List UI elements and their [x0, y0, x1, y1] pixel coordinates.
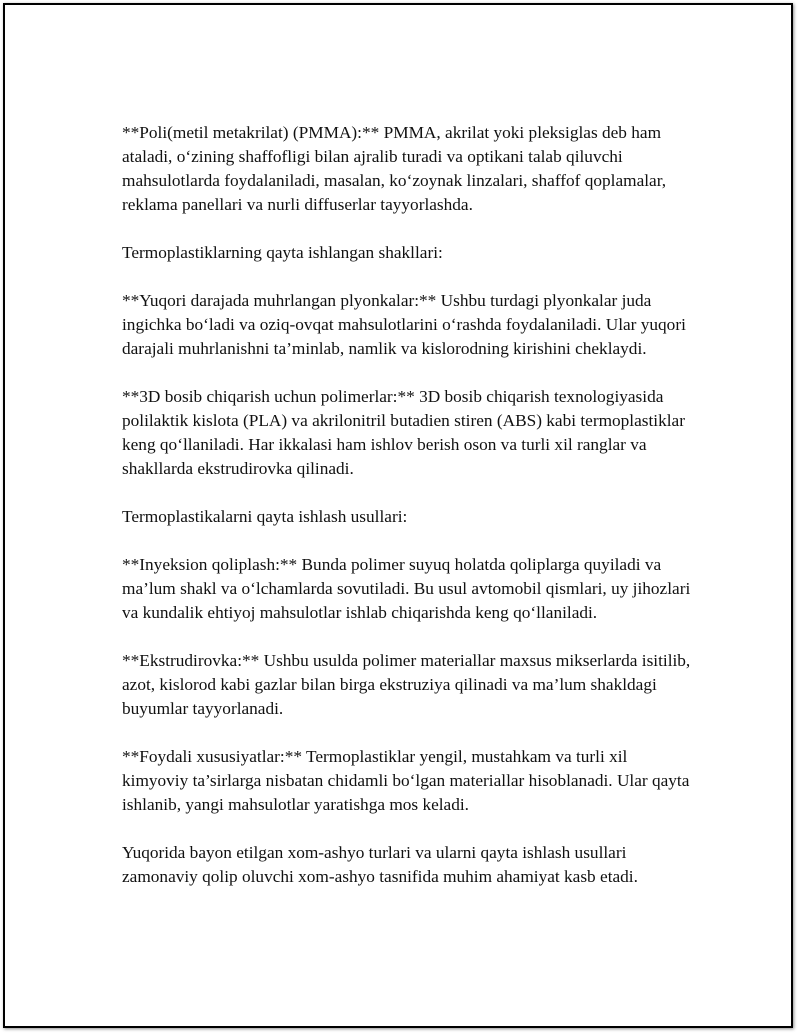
paragraph-extrusion: **Ekstrudirovka:** Ushbu usulda polimer materiallar maxsus mikserlarda isitilib, azot, kislorod kabi gazlar bilan birga ekstruziya qilinadi va ma’lum shakldagi buyumlar tayyorlanadi.: [122, 651, 691, 718]
heading-processed-forms: Termoplastiklarning qayta ishlangan shakllari:: [122, 243, 443, 262]
paragraph-3d-printing-polymers: **3D bosib chiqarish uchun polimerlar:** 3D bosib chiqarish texnologiyasida polilaktik kislota (PLA) va akrilonitril butadien stiren (ABS) kabi termoplastiklar keng qo‘llaniladi. Har ikkalasi ham ishlov berish oson va turli xil ranglar va shakllarda ekstrudirovka qilinadi.: [122, 387, 685, 478]
document-body: [122, 121, 694, 889]
paragraph-injection-molding: **Inyeksion qoliplash:** Bunda polimer suyuq holatda qoliplarga quyiladi va ma’lum shakl va o‘lchamlarda sovutiladi. Bu usul avtomobil qismlari, uy jihozlari va kundalik ehtiyoj mahsulotlar ishlab chiqarishda keng qo‘llaniladi.: [122, 555, 691, 622]
heading-processing-methods: Termoplastikalarni qayta ishlash usullari:: [122, 507, 408, 526]
paragraph-conclusion: Yuqorida bayon etilgan xom-ashyo turlari va ularni qayta ishlash usullari zamonaviy qolip oluvchi xom-ashyo tasnifida muhim ahamiyat kasb etadi.: [122, 843, 638, 886]
paragraph-pmma: **Poli(metil metakrilat) (PMMA):** PMMA, akrilat yoki pleksiglas deb ham ataladi, o‘zining shaffofligi bilan ajralib turadi va optikani talab qiluvchi mahsulotlarda foydalaniladi, masalan, ko‘zoynak linzalari, shaffof qoplamalar, reklama panellari va nurli diffuserlar tayyorlashda.: [122, 123, 667, 214]
paragraph-sealed-films: **Yuqori darajada muhrlangan plyonkalar:** Ushbu turdagi plyonkalar juda ingichka bo‘ladi va oziq-ovqat mahsulotlarini o‘rashda foydalaniladi. Ular yuqori darajali muhrlanishni ta’minlab, namlik va kislorodning kirishini cheklaydi.: [122, 291, 686, 358]
page-frame: [3, 3, 793, 1028]
paragraph-useful-properties: **Foydali xususiyatlar:** Termoplastiklar yengil, mustahkam va turli xil kimyoviy ta’sirlarga nisbatan chidamli bo‘lgan materiallar hisoblanadi. Ular qayta ishlanib, yangi mahsulotlar yaratishga mos keladi.: [122, 747, 690, 814]
